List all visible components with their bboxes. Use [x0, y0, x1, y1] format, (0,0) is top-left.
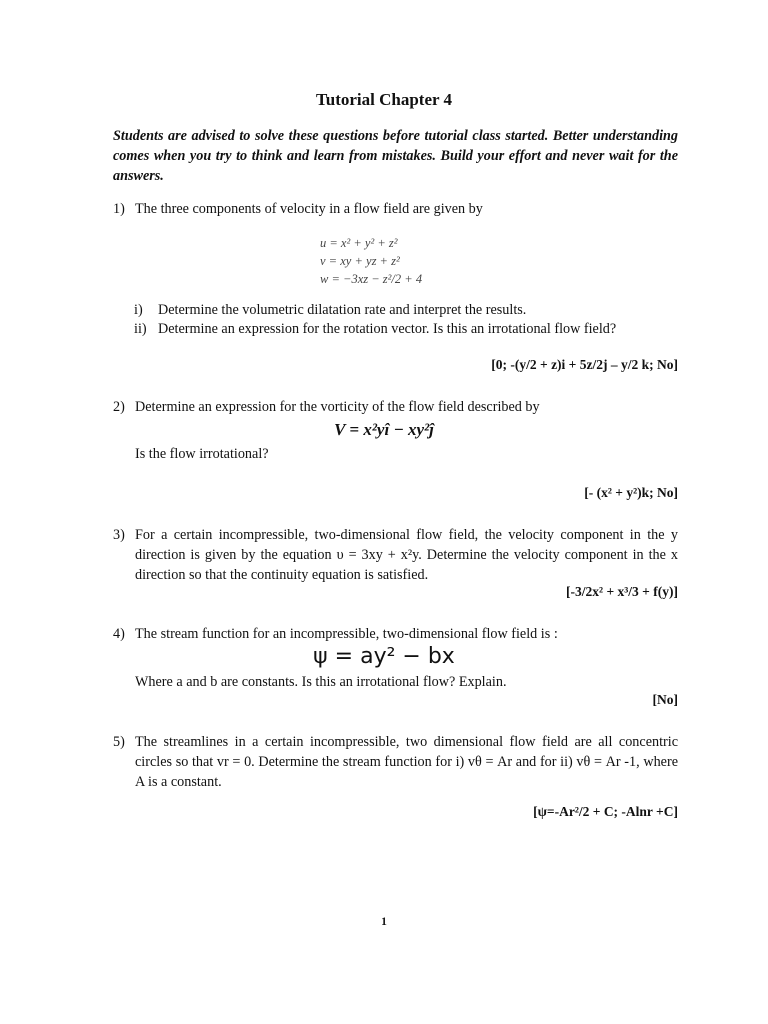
q2-text: Determine an expression for the vorticity of the flow field described by: [135, 399, 540, 415]
q4-number: 4): [113, 626, 125, 642]
page-title: Tutorial Chapter 4: [315, 90, 453, 109]
q1-part-i: Determine the volumetric dilatation rate and interpret the results.: [158, 302, 527, 318]
q2-answer: [- (x² + y²)k; No]: [584, 485, 678, 500]
q1-eq-w: w = −3xz − z²/2 + 4: [320, 272, 423, 286]
page-number: 1: [381, 916, 387, 928]
q1-equations: [320, 234, 422, 288]
q2-equation: V = x²yî − xy²ĵ: [334, 420, 434, 439]
q5-number: 5): [113, 734, 125, 750]
q1-eq-v: v = xy + yz + z²: [320, 254, 400, 268]
q4-followup: Where a and b are constants. Is this an irrotational flow? Explain.: [135, 674, 507, 690]
q5-answer: [ψ=-Ar²/2 + C; -Alnr +C]: [533, 804, 678, 819]
q2-number: 2): [113, 399, 125, 415]
q3-number: 3): [113, 527, 125, 543]
q1-part-i-number: i): [134, 302, 143, 318]
q4-answer: [No]: [652, 692, 678, 707]
q4-equation: ψ = ay² − bx: [313, 644, 455, 669]
q1-number: 1): [113, 201, 125, 217]
intro-paragraph: Students are advised to solve these questions before tutorial class started. Better understanding comes when you try to think and learn from mistakes. Build your effort and never wait for the answers.: [113, 128, 678, 184]
q1-part-ii-number: ii): [134, 321, 147, 337]
q1-answer: [0; -(y/2 + z)i + 5z/2j – y/2 k; No]: [491, 357, 678, 372]
q3-answer: [-3/2x² + x³/3 + f(y)]: [566, 584, 678, 599]
q5-text: The streamlines in a certain incompressible, two dimensional flow field are all concentric circles so that vr = 0. Determine the stream function for i) vθ = Ar and for ii) vθ = Ar -1, where A is a constant.: [135, 734, 678, 790]
q2-followup: Is the flow irrotational?: [135, 446, 269, 462]
q1-part-ii: Determine an expression for the rotation vector. Is this an irrotational flow field?: [158, 321, 617, 337]
q1-text: The three components of velocity in a flow field are given by: [135, 201, 483, 217]
q1-eq-u: u = x² + y² + z²: [320, 236, 398, 250]
q3-text: For a certain incompressible, two-dimensional flow field, the velocity component in the y direction is given by the equation υ = 3xy + x²y. Determine the velocity component in the x direction so that the continuity equation is satisfied.: [135, 527, 678, 583]
q4-text: The stream function for an incompressible, two-dimensional flow field is :: [135, 626, 558, 642]
